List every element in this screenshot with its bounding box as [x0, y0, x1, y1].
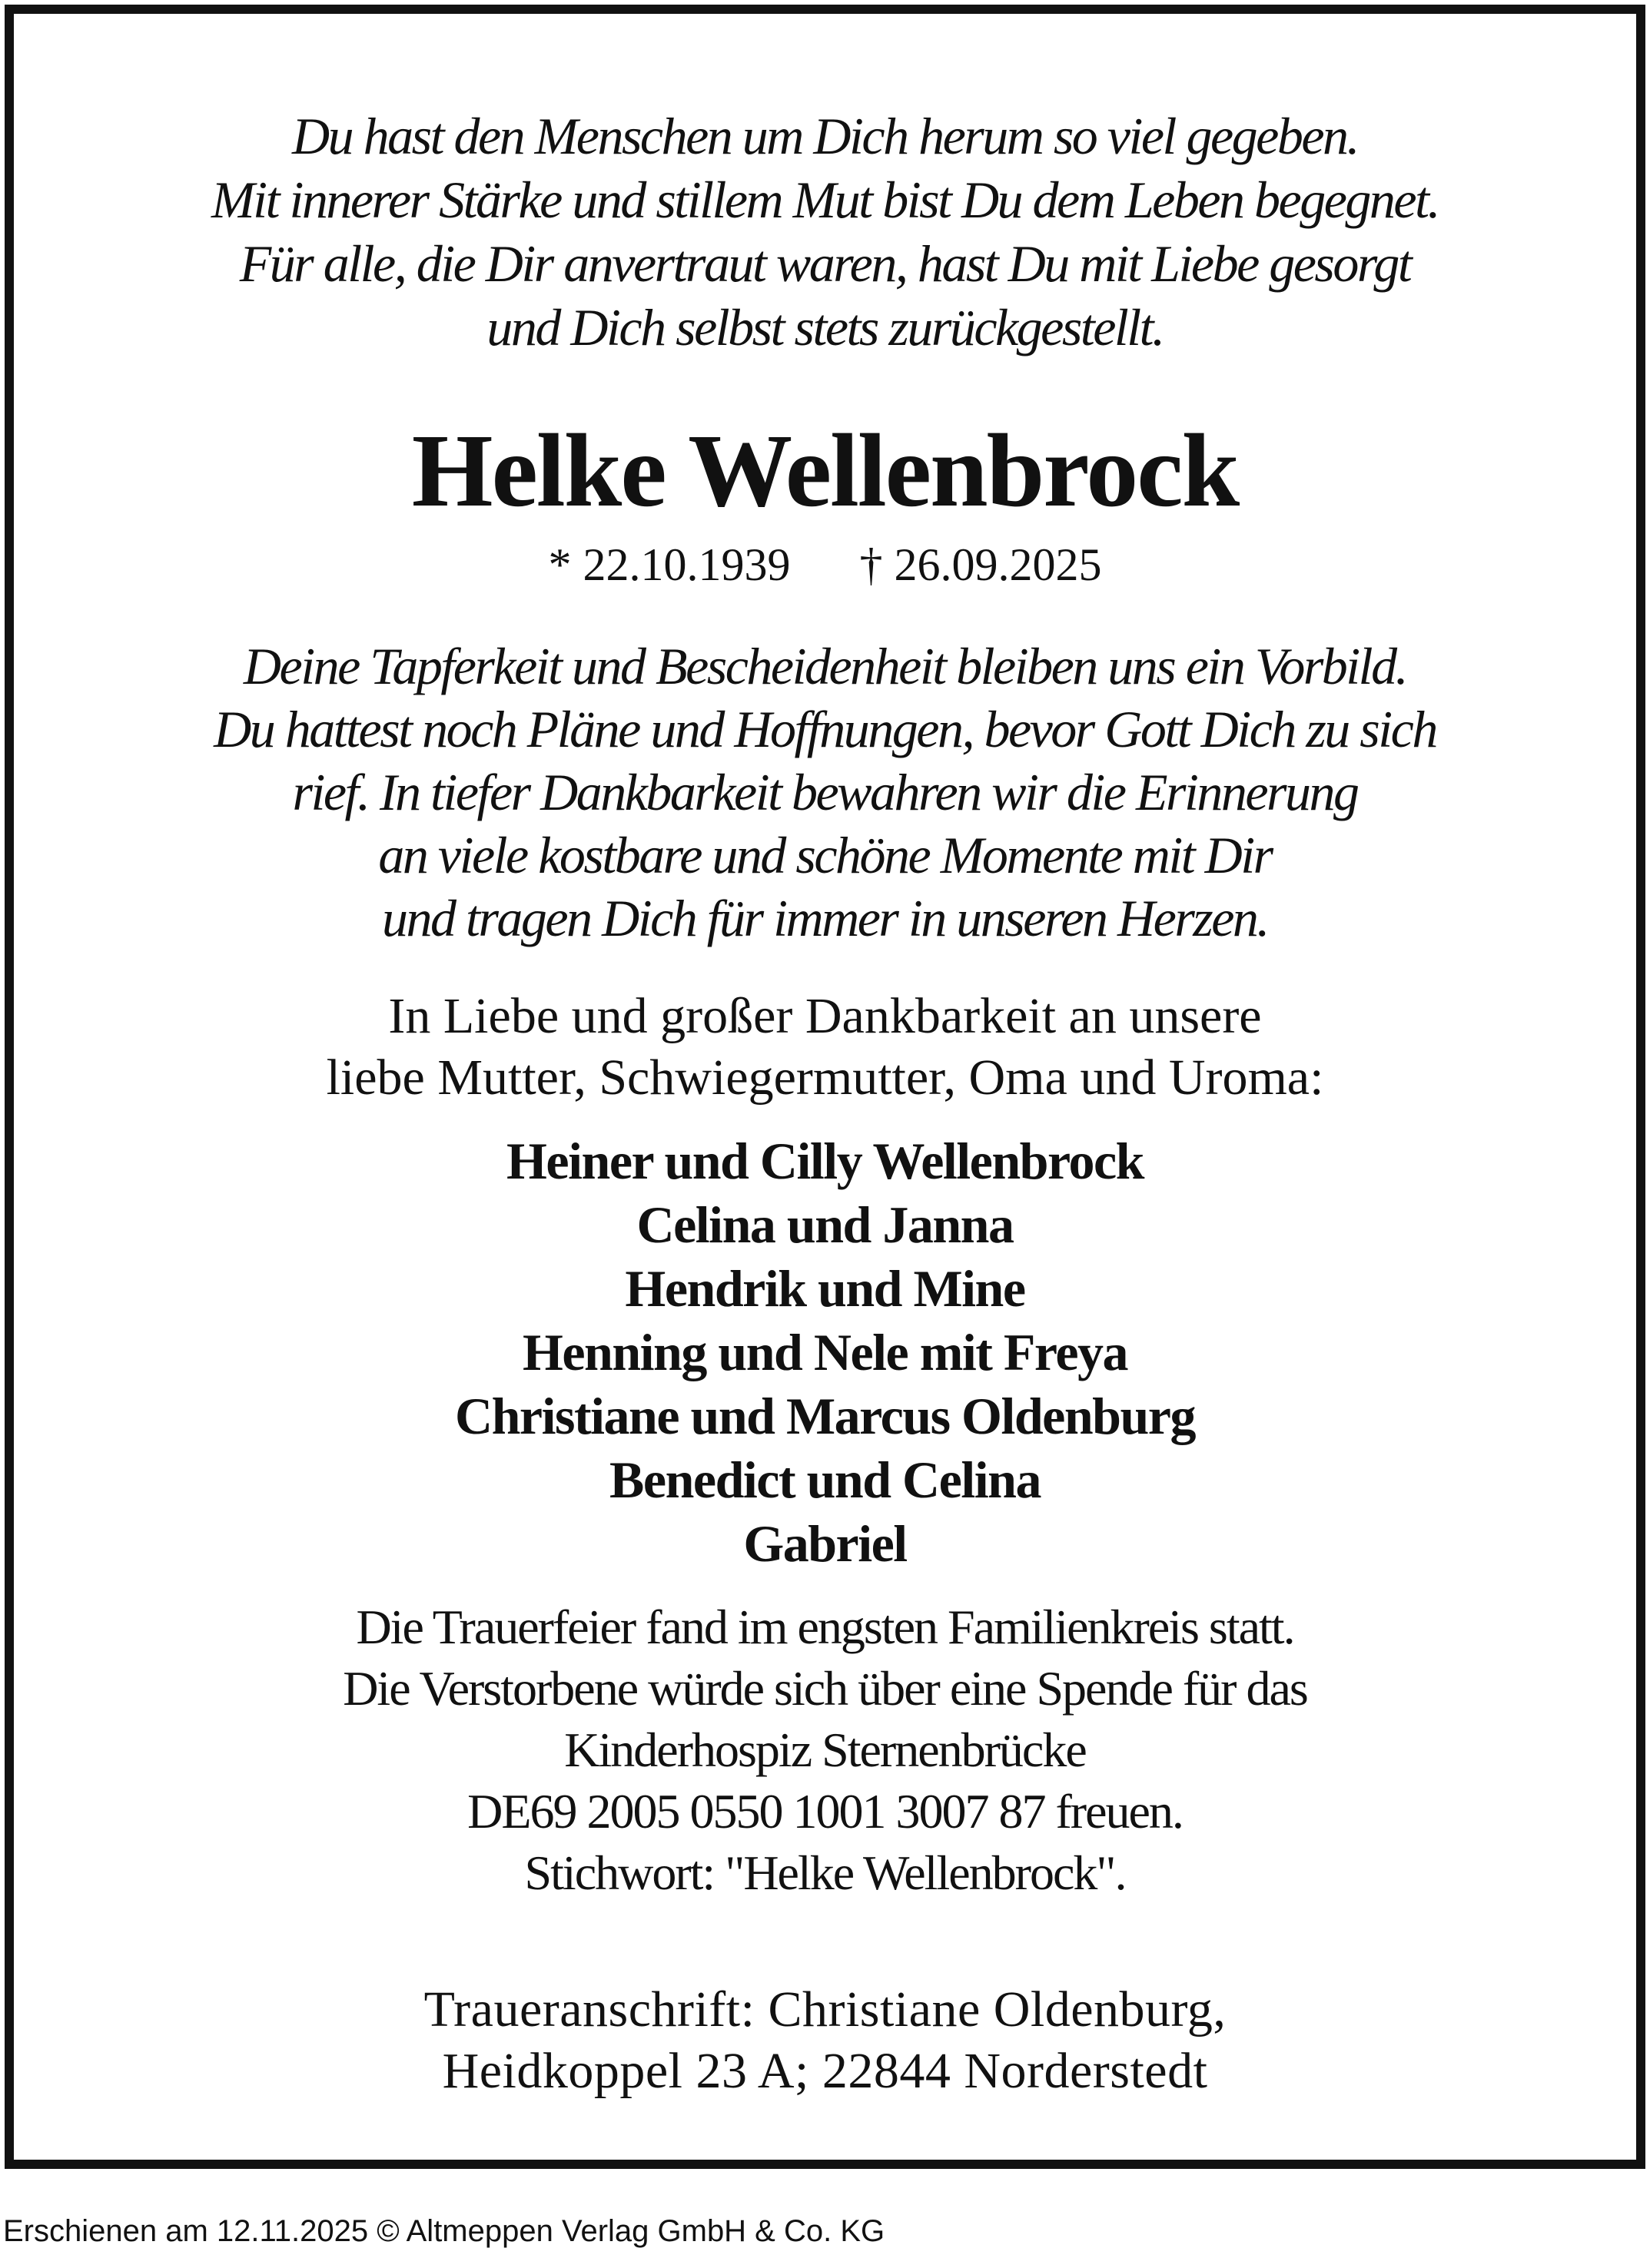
intro-poem — [14, 104, 1636, 360]
funeral-line: Die Verstorbene würde sich über eine Spende für das — [343, 1661, 1307, 1716]
address-line: Traueranschrift: Christiane Oldenburg, — [423, 1981, 1227, 2038]
tribute-line: an viele kostbare und schöne Momente mit Dir — [378, 826, 1272, 884]
mourner: Hendrik und Mine — [625, 1259, 1025, 1318]
tribute-text — [14, 635, 1636, 950]
poem-line: Mit innerer Stärke und stillem Mut bist Du dem Leben begegnet. — [211, 171, 1439, 229]
mourner: Celina und Janna — [636, 1195, 1014, 1254]
life-dates — [14, 536, 1636, 593]
funeral-info — [14, 1597, 1636, 1904]
deceased-name: Helke Wellenbrock — [411, 413, 1239, 529]
publication-footer: Erschienen am 12.11.2025 © Altmeppen Verlag GmbH & Co. KG — [3, 2214, 885, 2248]
funeral-line: DE69 2005 0550 1001 3007 87 freuen. — [467, 1784, 1183, 1839]
tribute-line: rief. In tiefer Dankbarkeit bewahren wir die Erinnerung — [292, 763, 1358, 821]
mourner: Heiner und Cilly Wellenbrock — [506, 1132, 1144, 1190]
obituary-notice — [5, 5, 1645, 2169]
death-date: † 26.09.2025 — [859, 539, 1102, 590]
mourner: Benedict und Celina — [609, 1451, 1041, 1509]
dedication-line: In Liebe und großer Dankbarkeit an unsere — [388, 988, 1262, 1044]
mourner: Henning und Nele mit Freya — [522, 1323, 1128, 1381]
tribute-line: Deine Tapferkeit und Bescheidenheit bleiben uns ein Vorbild. — [243, 637, 1407, 695]
funeral-line: Stichwort: "Helke Wellenbrock". — [524, 1845, 1126, 1900]
poem-line: und Dich selbst stets zurückgestellt. — [486, 298, 1164, 356]
mourning-address — [14, 1979, 1636, 2102]
dedication-line: liebe Mutter, Schwiegermutter, Oma und Uroma: — [326, 1049, 1324, 1106]
funeral-line: Die Trauerfeier fand im engsten Familienkreis statt. — [356, 1600, 1294, 1654]
funeral-line: Kinderhospiz Sternenbrücke — [564, 1723, 1086, 1777]
address-line: Heidkoppel 23 A; 22844 Norderstedt — [442, 2043, 1208, 2099]
poem-line: Du hast den Menschen um Dich herum so viel gegeben. — [292, 107, 1358, 165]
mourner: Gabriel — [743, 1514, 907, 1573]
tribute-line: Du hattest noch Pläne und Hoffnungen, bevor Gott Dich zu sich — [214, 700, 1436, 758]
dedication — [14, 986, 1636, 1109]
mourner: Christiane und Marcus Oldenburg — [455, 1387, 1195, 1445]
poem-line: Für alle, die Dir anvertraut waren, hast Du mit Liebe gesorgt — [239, 234, 1411, 293]
tribute-line: und tragen Dich für immer in unseren Herzen. — [382, 889, 1268, 947]
birth-date: * 22.10.1939 — [548, 539, 791, 590]
mourners-list — [14, 1129, 1636, 1576]
